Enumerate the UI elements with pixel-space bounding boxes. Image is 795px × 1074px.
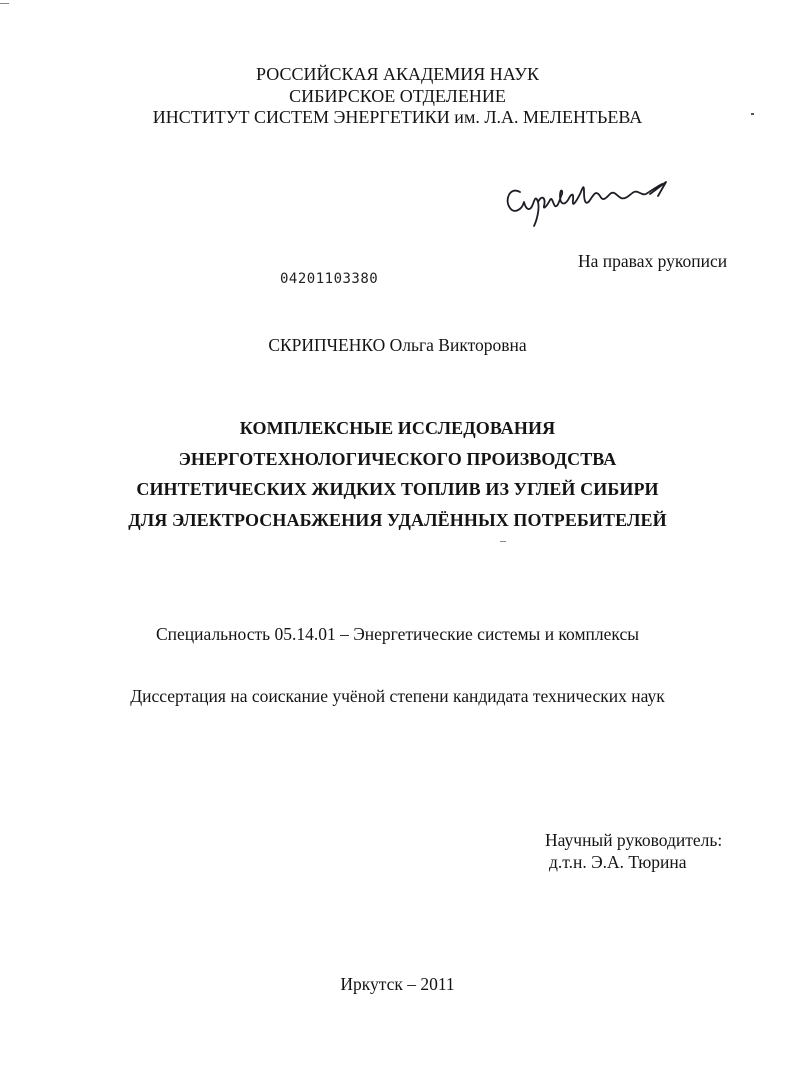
title-line-4: ДЛЯ ЭЛЕКТРОСНАБЖЕНИЯ УДАЛЁННЫХ ПОТРЕБИТЕЛЕЙ xyxy=(128,510,667,530)
registration-number: 04201103380 xyxy=(280,271,379,287)
handwritten-signature-icon xyxy=(500,172,675,230)
supervisor-name: д.т.н. Э.А. Тюрина xyxy=(549,852,687,872)
scan-mark xyxy=(0,3,9,4)
scan-mark xyxy=(500,541,506,542)
institute-name: ИНСТИТУТ СИСТЕМ ЭНЕРГЕТИКИ им. Л.А. МЕЛЕНТЬЕВА xyxy=(152,107,643,127)
manuscript-note: На правах рукописи xyxy=(578,251,728,271)
branch-name: СИБИРСКОЕ ОТДЕЛЕНИЕ xyxy=(289,86,506,106)
academy-name: РОССИЙСКАЯ АКАДЕМИЯ НАУК xyxy=(256,64,539,84)
specialty: Специальность 05.14.01 – Энергетические системы и комплексы xyxy=(155,624,639,644)
title-line-1: КОМПЛЕКСНЫЕ ИССЛЕДОВАНИЯ xyxy=(239,418,556,438)
author-name: СКРИПЧЕНКО Ольга Викторовна xyxy=(268,335,527,355)
title-line-2: ЭНЕРГОТЕХНОЛОГИЧЕСКОГО ПРОИЗВОДСТВА xyxy=(178,449,617,469)
supervisor-label: Научный руководитель: xyxy=(545,830,723,850)
place-year: Иркутск – 2011 xyxy=(340,974,455,994)
scan-speck xyxy=(751,113,754,115)
title-line-3: СИНТЕТИЧЕСКИХ ЖИДКИХ ТОПЛИВ ИЗ УГЛЕЙ СИБИРИ xyxy=(136,479,659,499)
signature xyxy=(500,172,675,230)
dissertation-type: Диссертация на соискание учёной степени кандидата технических наук xyxy=(130,686,665,706)
